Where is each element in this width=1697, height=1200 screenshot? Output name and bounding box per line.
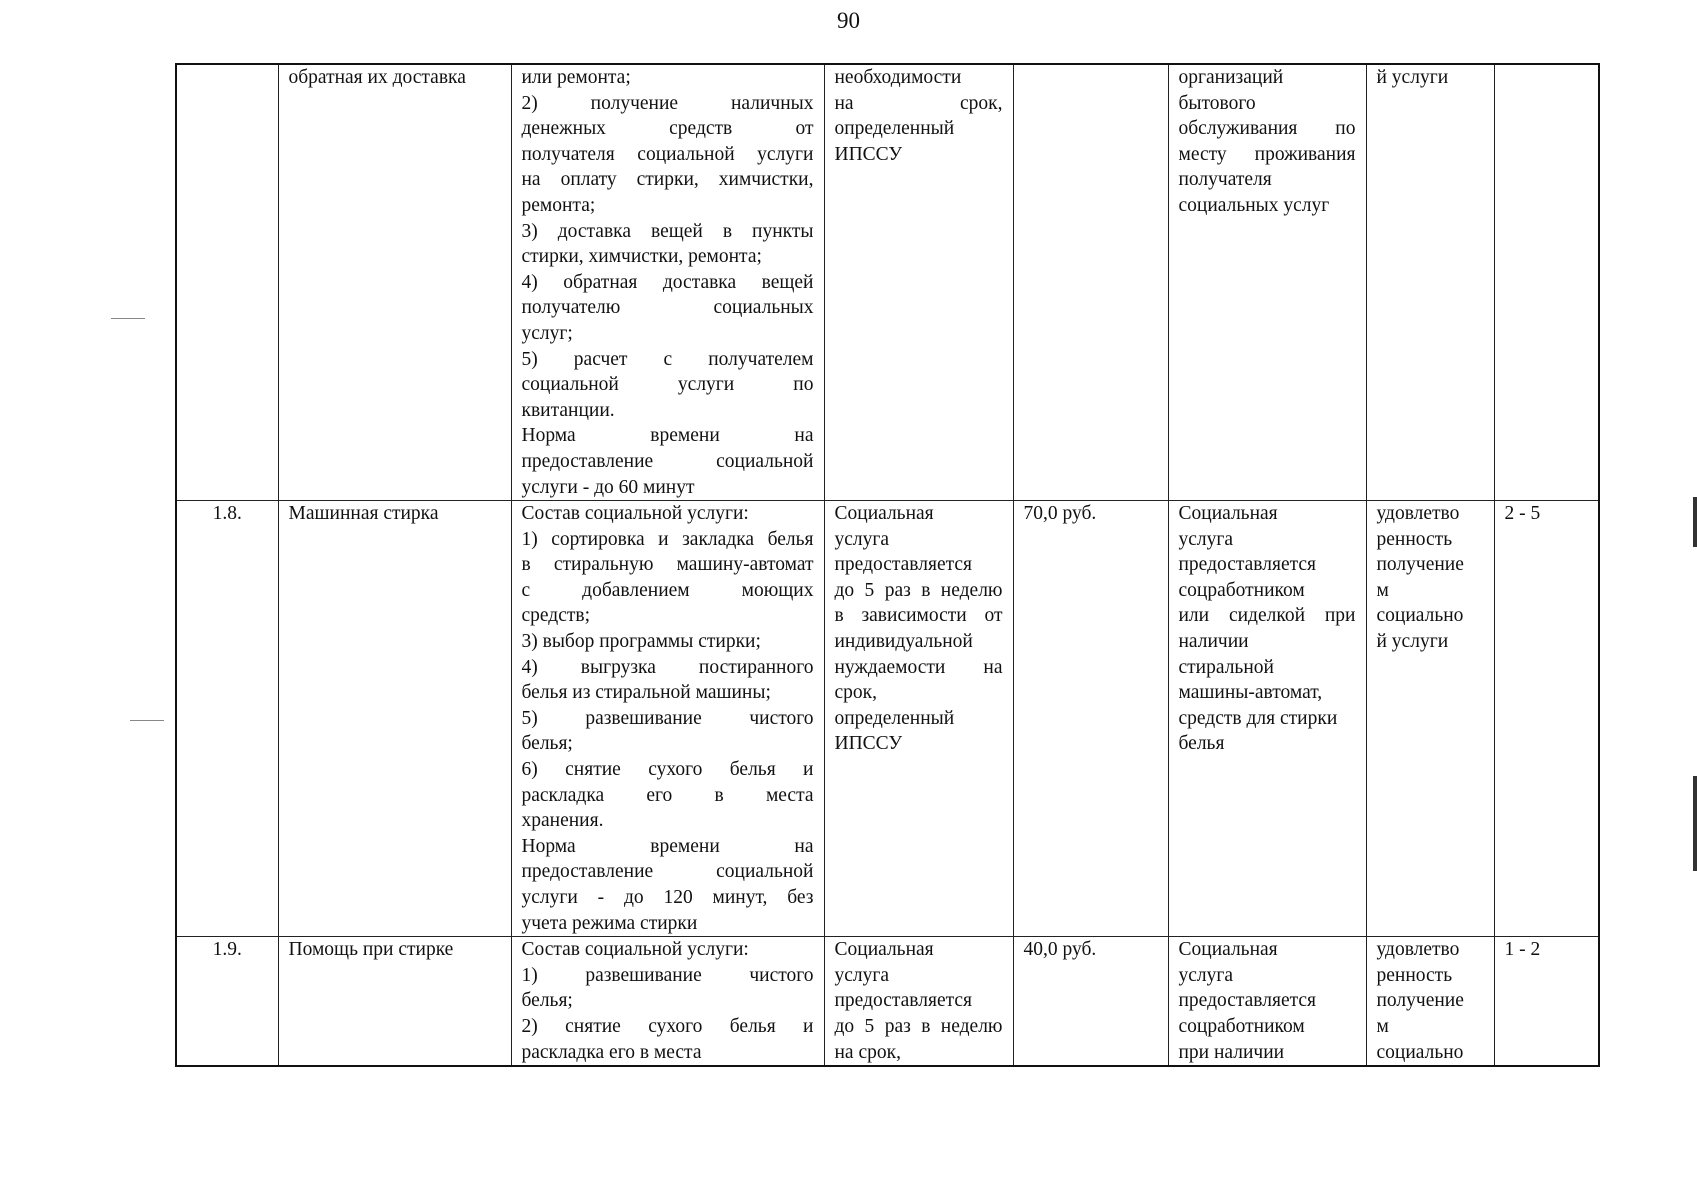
content-line: белья из стиральной машины; <box>521 682 771 704</box>
cell-service-name: Помощь при стирке <box>278 937 511 1066</box>
frequency-line: необходимости <box>834 67 962 88</box>
evaluation-line: удовлетво <box>1376 939 1460 961</box>
content-line: 1) развешивание чистого <box>521 964 814 986</box>
conditions-line: услуга <box>1178 964 1234 986</box>
evaluation-line: получение <box>1376 554 1464 576</box>
content-line: в стиральную машину-автомат <box>521 554 814 576</box>
cell-frequency <box>824 937 1013 1066</box>
content-line: средств; <box>521 605 591 627</box>
conditions-line: предоставляется <box>1178 554 1316 576</box>
content-line: белья; <box>521 733 573 755</box>
frequency-line: Социальная <box>834 503 934 525</box>
content-line: Норма времени на <box>521 835 814 857</box>
frequency-line: услуга <box>834 528 890 550</box>
scan-artifact-line <box>130 720 164 721</box>
content-line: квитанции. <box>521 399 615 421</box>
content-line: услуги - до 60 минут <box>521 476 695 498</box>
content-line: на оплату стирки, химчистки, <box>521 169 814 191</box>
content-line: раскладка его в места <box>521 1041 702 1063</box>
evaluation-line: й услуги <box>1376 631 1449 653</box>
table-row <box>176 937 1599 1066</box>
conditions-line: машины-автомат, <box>1178 682 1323 704</box>
table-row <box>176 64 1599 501</box>
content-line: Состав социальной услуги: <box>521 939 749 961</box>
cell-frequency <box>824 501 1013 937</box>
cell-number: 1.9. <box>176 937 278 1066</box>
conditions-line: Социальная <box>1178 503 1278 525</box>
frequency-line: Социальная <box>834 939 934 961</box>
scan-edge-mark <box>1693 497 1697 547</box>
content-line: Состав социальной услуги: <box>521 503 749 525</box>
conditions-line: предоставляется <box>1178 990 1316 1012</box>
content-line: белья; <box>521 990 573 1012</box>
content-line: 2) снятие сухого белья и <box>521 1015 814 1037</box>
services-table <box>175 63 1600 1067</box>
evaluation-line: м <box>1376 1015 1389 1037</box>
scan-artifact-line <box>111 318 145 319</box>
frequency-line: до 5 раз в неделю <box>834 1015 1003 1037</box>
frequency-line: предоставляется <box>834 990 972 1012</box>
conditions-line: соцработником <box>1178 1015 1305 1037</box>
conditions-line: организаций <box>1178 67 1284 88</box>
cell-evaluation <box>1366 501 1494 937</box>
frequency-line: определенный <box>834 707 955 729</box>
frequency-line: на срок, <box>834 1041 901 1063</box>
content-line: 4) выгрузка постиранного <box>521 656 814 678</box>
content-line: 3) выбор программы стирки; <box>521 631 761 653</box>
conditions-line: или сиделкой при <box>1178 605 1356 627</box>
conditions-line: услуга <box>1178 528 1234 550</box>
content-line: 4) обратная доставка вещей <box>521 271 814 293</box>
conditions-line: средств для стирки <box>1178 707 1338 729</box>
conditions-line: обслуживания по <box>1178 118 1356 140</box>
cell-price: 70,0 руб. <box>1013 501 1168 937</box>
content-line: 5) расчет с получателем <box>521 348 814 370</box>
content-line: услуг; <box>521 322 573 344</box>
cell-evaluation <box>1366 64 1494 501</box>
frequency-line: услуга <box>834 964 890 986</box>
conditions-line: получателя <box>1178 169 1272 191</box>
frequency-line: срок, <box>834 682 878 704</box>
frequency-line: до 5 раз в неделю <box>834 579 1003 601</box>
cell-evaluation <box>1366 937 1494 1066</box>
content-line: раскладка его в места <box>521 784 814 806</box>
content-line: получателю социальных <box>521 297 814 319</box>
frequency-line: индивидуальной <box>834 631 973 653</box>
conditions-line: бытового <box>1178 92 1256 114</box>
cell-content <box>511 501 824 937</box>
frequency-line: нуждаемости на <box>834 656 1003 678</box>
content-line: учета режима стирки <box>521 912 698 934</box>
cell-frequency <box>824 64 1013 501</box>
content-line: получателя социальной услуги <box>521 143 814 165</box>
scan-edge-mark <box>1693 776 1697 871</box>
table-row <box>176 501 1599 937</box>
frequency-line: в зависимости от <box>834 605 1003 627</box>
evaluation-line: удовлетво <box>1376 503 1460 525</box>
cell-price <box>1013 64 1168 501</box>
frequency-line: предоставляется <box>834 554 972 576</box>
frequency-line: ИПССУ <box>834 733 903 755</box>
cell-content <box>511 64 824 501</box>
conditions-line: Социальная <box>1178 939 1278 961</box>
content-line: предоставление социальной <box>521 861 814 883</box>
cell-conditions <box>1168 501 1366 937</box>
frequency-line: ИПССУ <box>834 143 903 165</box>
cell-score: 1 - 2 <box>1494 937 1599 1066</box>
content-line: 2) получение наличных <box>521 92 814 114</box>
conditions-line: белья <box>1178 733 1225 755</box>
content-line: с добавлением моющих <box>521 579 814 601</box>
conditions-line: наличии <box>1178 631 1249 653</box>
content-line: ремонта; <box>521 194 596 216</box>
evaluation-line: социально <box>1376 1041 1464 1063</box>
evaluation-line: ренность <box>1376 528 1453 550</box>
content-line: Норма времени на <box>521 425 814 447</box>
cell-conditions <box>1168 64 1366 501</box>
evaluation-line: ренность <box>1376 964 1453 986</box>
content-line: предоставление социальной <box>521 450 814 472</box>
conditions-line: соцработником <box>1178 579 1305 601</box>
cell-conditions <box>1168 937 1366 1066</box>
content-line: или ремонта; <box>521 67 631 88</box>
content-line: услуги - до 120 минут, без <box>521 887 814 908</box>
cell-score <box>1494 64 1599 501</box>
cell-service-name: обратная их доставка <box>278 64 511 501</box>
cell-price: 40,0 руб. <box>1013 937 1168 1066</box>
cell-number <box>176 64 278 501</box>
content-line: 6) снятие сухого белья и <box>521 759 814 781</box>
cell-score: 2 - 5 <box>1494 501 1599 937</box>
cell-service-name: Машинная стирка <box>278 501 511 937</box>
content-line: социальной услуги по <box>521 374 814 396</box>
frequency-line: определенный <box>834 118 955 140</box>
conditions-line: месту проживания <box>1178 143 1356 165</box>
content-line: хранения. <box>521 810 604 832</box>
cell-content <box>511 937 824 1066</box>
content-line: денежных средств от <box>521 118 814 140</box>
evaluation-line: получение <box>1376 990 1464 1012</box>
conditions-line: социальных услуг <box>1178 194 1330 216</box>
evaluation-line: социально <box>1376 605 1464 627</box>
conditions-line: стиральной <box>1178 656 1274 678</box>
cell-number: 1.8. <box>176 501 278 937</box>
content-line: 1) сортировка и закладка белья <box>521 528 814 550</box>
page-number: 90 <box>837 8 860 33</box>
frequency-line: на срок, <box>834 92 1003 114</box>
evaluation-line: м <box>1376 579 1389 601</box>
content-line: 5) развешивание чистого <box>521 707 814 729</box>
conditions-line: при наличии <box>1178 1041 1285 1063</box>
content-line: стирки, химчистки, ремонта; <box>521 246 762 268</box>
evaluation-line: й услуги <box>1376 67 1449 88</box>
content-line: 3) доставка вещей в пункты <box>521 220 814 242</box>
